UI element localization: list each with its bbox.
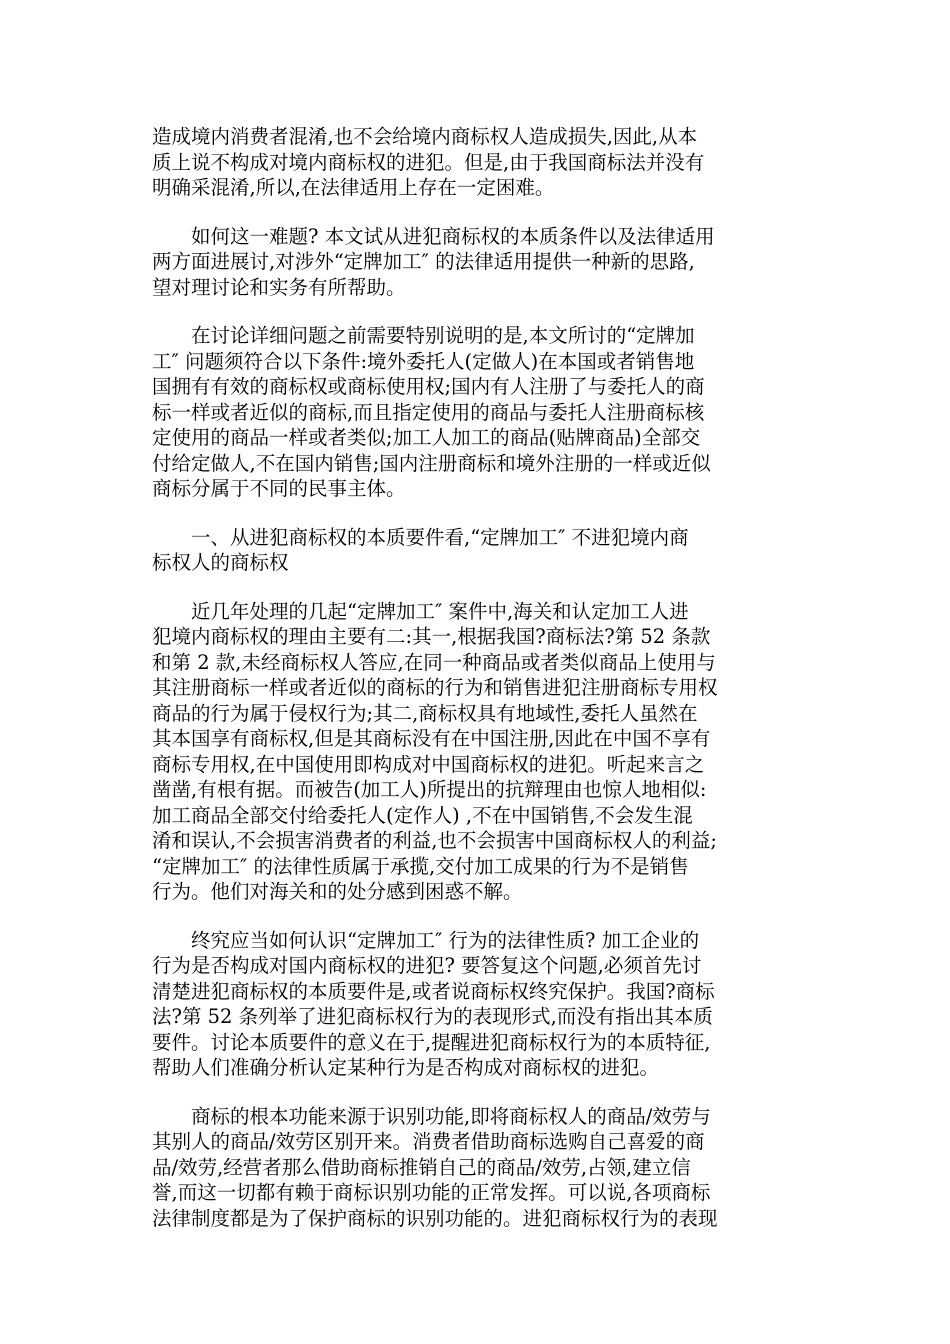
text-line: 犯境内商标权的理由主要有二:其一,根据我国?商标法?第 52 条款 [152,625,711,648]
text-line: 明确采混淆,所以,在法律适用上存在一定困难。 [152,176,555,199]
text-line: 质上说不构成对境内商标权的进犯。但是,由于我国商标法并没有 [152,150,705,174]
text-line: 其本国享有商标权,但是其商标没有在中国注册,因此在中国不享有 [152,727,711,750]
text-line: 望对理讨论和实务有所帮助。 [152,275,406,299]
text-line: 近几年处理的几起“定牌加工″ 案件中,海关和认定加工人进 [152,599,689,623]
text-line: 其别人的商品/效劳区别开来。消费者借助商标选购自己喜爱的商 [152,1130,705,1153]
text-line: 行为是否构成对国内商标权的进犯? 要答复这个问题,必须首先讨 [152,954,702,977]
paragraph [152,124,808,201]
text-line: 在讨论详细问题之前需要特别说明的是,本文所讨的“定牌加 [152,324,695,347]
text-line: 付给定做人,不在国内销售;国内注册商标和境外注册的一样或近似 [152,451,711,475]
text-line: 商标专用权,在中国使用即构成对中国商标权的进犯。听起来言之 [152,752,705,776]
text-line: 品/效劳,经营者那么借助商标推销自己的商品/效劳,占领,建立信 [152,1155,691,1179]
paragraph [152,928,808,1081]
text-line: 两方面进展讨,对涉外“定牌加工″ 的法律适用提供一种新的思路, [152,250,695,273]
text-line: 国拥有有效的商标权或商标使用权;国内有人注册了与委托人的商 [152,375,705,398]
text-line: 商标的根本功能来源于识别功能,即将商标权人的商品/效劳与 [152,1104,711,1128]
text-line: 清楚进犯商标权的本质要件是,或者说商标权终究保护。我国?商标 [152,979,715,1003]
text-line: 如何这一难题? 本文试从进犯商标权的本质条件以及法律适用 [152,224,715,248]
text-line: 工″ 问题须符合以下条件:境外委托人(定做人)在本国或者销售地 [152,349,695,373]
text-line: 要件。讨论本质要件的意义在于,提醒进犯商标权行为的本质特征, [152,1030,711,1054]
text-line: 凿凿,有根有据。而被告(加工人)所提出的抗辩理由也惊人地相似: [152,778,707,801]
text-line: 行为。他们对海关和的处分感到困惑不解。 [152,880,523,903]
text-line: 一、从进犯商标权的本质要件看,“定牌加工″ 不进犯境内商 [152,525,689,549]
text-line: 商品的行为属于侵权行为;其二,商标权具有地域性,委托人虽然在 [152,701,698,725]
document-body [152,124,808,1254]
text-line: 定使用的商品一样或者类似;加工人加工的商品(贴牌商品)全部交 [152,426,701,449]
text-line: 标一样或者近似的商标,而且指定使用的商品与委托人注册商标核 [152,400,705,424]
text-line: 帮助人们准确分析认定某种行为是否构成对商标权的进犯。 [152,1056,660,1079]
paragraph [152,525,808,576]
paragraph [152,323,808,502]
text-line: 终究应当如何认识“定牌加工″ 行为的法律性质? 加工企业的 [152,928,700,952]
text-line: 商标分属于不同的民事主体。 [152,477,406,500]
text-line: “定牌加工″ 的法律性质属于承揽,交付加工成果的行为不是销售 [152,854,689,878]
text-line: 和第 2 款,未经商标权人答应,在同一种商品或者类似商品上使用与 [152,650,716,674]
paragraph [152,1104,808,1232]
text-line: 其注册商标一样或者近似的商标的行为和销售进犯注册商标专用权 [152,676,718,699]
paragraph [152,224,808,301]
text-line: 誉,而这一切都有赖于商标识别功能的正常发挥。可以说,各项商标 [152,1181,711,1204]
text-line: 加工商品全部交付给委托人(定作人) ,不在中国销售,不会发生混 [152,803,693,827]
text-line: 造成境内消费者混淆,也不会给境内商标权人造成损失,因此,从本 [152,125,698,148]
text-line: 淆和误认,不会损害消费者的利益,也不会损害中国商标权人的利益; [152,829,717,852]
text-line: 法?第 52 条列举了进犯商标权行为的表现形式,而没有指出其本质 [152,1005,713,1028]
text-line: 标权人的商标权 [152,551,289,574]
paragraph [152,599,808,905]
text-line: 法律制度都是为了保护商标的识别功能的。进犯商标权行为的表现 [152,1206,718,1230]
